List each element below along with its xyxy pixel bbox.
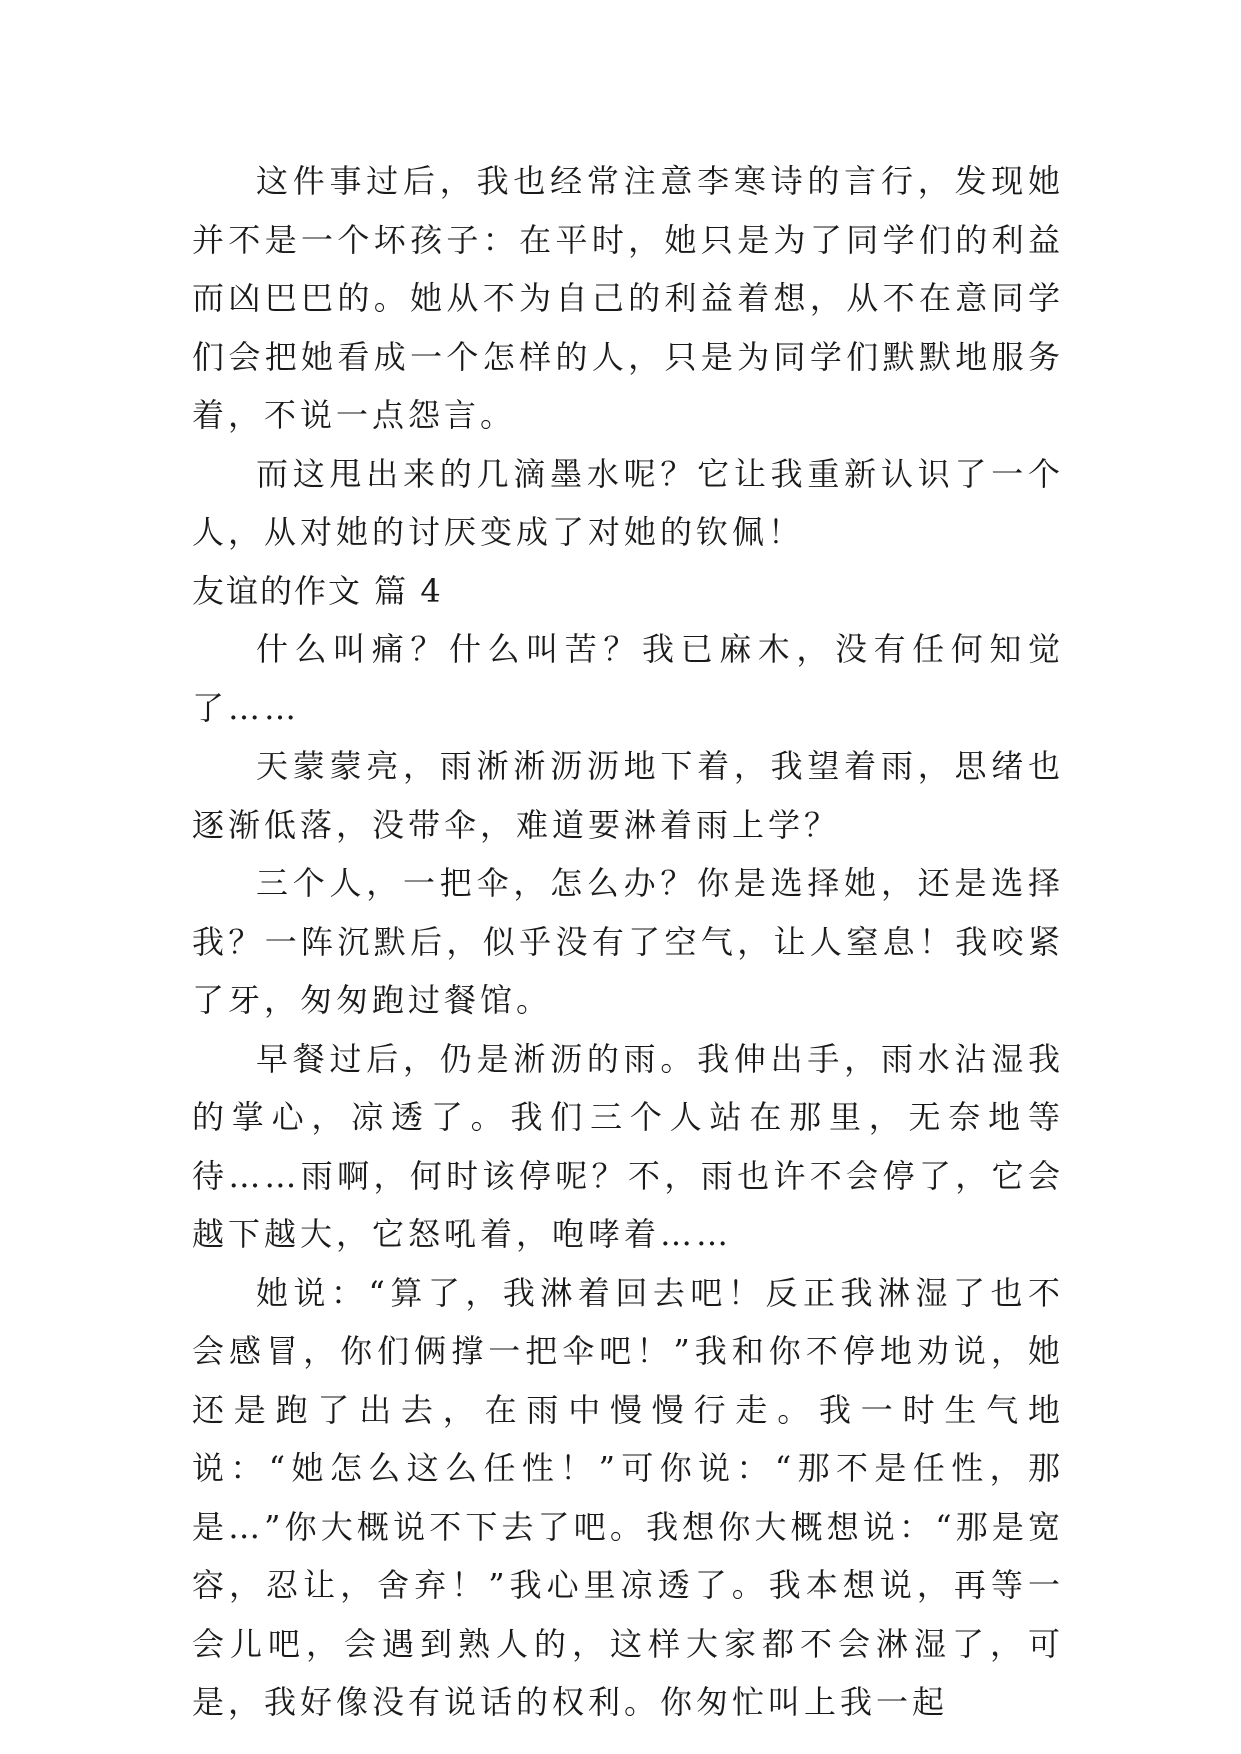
paragraph: 三个人，一把伞，怎么办？你是选择她，还是选择我？一阵沉默后，似乎没有了空气，让人窒息！我咬紧了牙，匆匆跑过餐馆。: [192, 864, 1064, 1019]
paragraph: 早餐过后，仍是淅沥的雨。我伸出手，雨水沾湿我的掌心，凉透了。我们三个人站在那里，无奈地等待……雨啊，何时该停呢？不，雨也许不会停了，它会越下越大，它怒吼着，咆哮着……: [192, 1039, 1064, 1253]
paragraph: 她说：“算了，我淋着回去吧！反正我淋湿了也不会感冒，你们俩撑一把伞吧！”我和你不停地劝说，她还是跑了出去，在雨中慢慢行走。我一时生气地说：“她怎么这么任性！”可你说：“那不是任性，那是…”你大概说不下去了吧。我想你大概想说：“那是宽容，忍让，舍弃！”我心里凉透了。我本想说，再等一会儿吧，会遇到熟人的，这样大家都不会淋湿了，可是，我好像没有说话的权利。你匆忙叫上我一起: [192, 1273, 1064, 1721]
section-heading: 友谊的作文 篇 4: [192, 571, 443, 610]
document-body: [192, 152, 1064, 1732]
paragraph: 这件事过后，我也经常注意李寒诗的言行，发现她并不是一个坏孩子：在平时，她只是为了同学们的利益而凶巴巴的。她从不为自己的利益着想，从不在意同学们会把她看成一个怎样的人，只是为同学们默默地服务着，不说一点怨言。: [192, 162, 1064, 434]
paragraph: 什么叫痛？什么叫苦？我已麻木，没有任何知觉了……: [192, 630, 1064, 727]
paragraph: 而这甩出来的几滴墨水呢？它让我重新认识了一个人，从对她的讨厌变成了对她的钦佩！: [192, 454, 1064, 551]
paragraph: 天蒙蒙亮，雨淅淅沥沥地下着，我望着雨，思绪也逐渐低落，没带伞，难道要淋着雨上学？: [192, 747, 1064, 844]
